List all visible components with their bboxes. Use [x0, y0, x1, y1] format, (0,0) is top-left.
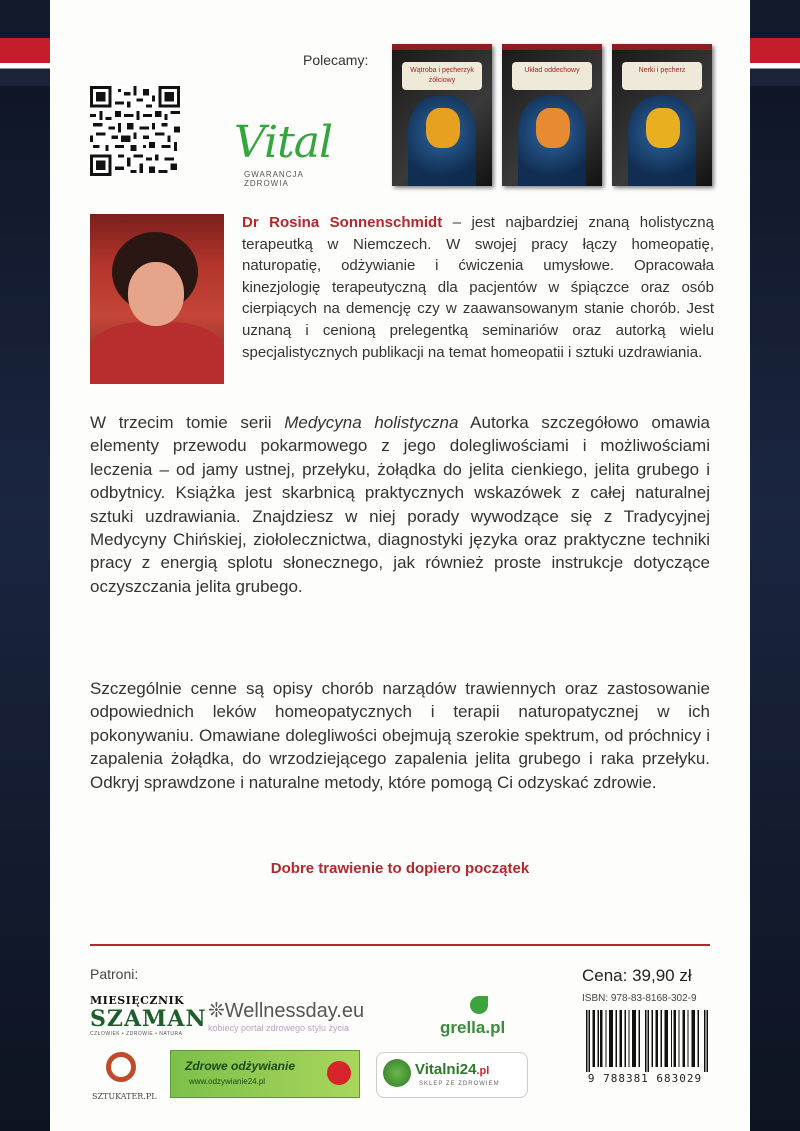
- price: Cena: 39,90 zł: [582, 966, 692, 985]
- divider: [90, 944, 710, 946]
- book-title: Wątroba i pęcherzyk żółciowy: [402, 62, 482, 90]
- book-title: Nerki i pęcherz: [622, 62, 702, 90]
- flower-icon: ❊: [208, 1000, 225, 1022]
- recommended-book: [392, 44, 492, 186]
- zdrowe-odzywianie-logo: Zdrowe odżywianie www.odzywianie24.pl: [170, 1050, 360, 1098]
- right-edge-decor: [750, 86, 800, 1131]
- vitalni24-logo: Vitalni24.pl SKLEP ZE ZDROWIEM: [376, 1052, 528, 1098]
- leaf-icon: [470, 996, 488, 1014]
- series-name: Medycyna holistyczna: [284, 413, 459, 432]
- recommended-books: [392, 44, 712, 182]
- isbn: ISBN: 978-83-8168-302-9: [582, 993, 697, 1004]
- grella-logo: grella.pl: [440, 996, 520, 1046]
- recommended-book: [502, 44, 602, 186]
- szaman-logo: MIESIĘCZNIK SZAMAN CZŁOWIEK • ZDROWIE • NATURA: [90, 994, 207, 1037]
- barcode: [580, 1010, 710, 1088]
- kidneys-icon: [646, 108, 680, 148]
- vitalni-emblem-icon: [383, 1059, 411, 1087]
- left-edge-decor: [0, 86, 50, 1131]
- sztukater-logo: SZTUKATER.PL: [92, 1052, 152, 1112]
- barcode-number: 9 788381 683029: [587, 1072, 703, 1085]
- wellnessday-logo: ❊Wellnessday.eu kobiecy portal zdrowego stylu życia: [208, 1000, 365, 1033]
- left-stripe-decor: [0, 38, 50, 86]
- spiral-icon: [106, 1052, 136, 1082]
- author-name: Dr Rosina Sonnenschmidt: [242, 214, 443, 231]
- barcode-bars: [586, 1010, 708, 1072]
- description-paragraph-2: Szczególnie cenne są opisy chorób narządów trawiennych oraz zastosowanie odpowiednich leków homeopatycznych i terapii naturopatycznej w ich pokonywaniu. Omawiane dolegliwości obejmują szerokie spektrum, od próchnicy i zapalenia żołądka, do wrzodziejącego zapalenia jelita grubego i raka przełyku. Odkryj sprawdzone i naturalne metody, które pomogą Ci odzyskać zdrowie.: [90, 679, 710, 792]
- right-stripe-decor: [750, 38, 800, 86]
- book-title: Układ oddechowy: [512, 62, 592, 90]
- patroni-label: Patroni:: [90, 966, 139, 982]
- author-bio: [242, 212, 714, 363]
- description-paragraph-1: W trzecim tomie serii Medycyna holistyczna Autorka szczegółowo omawia elementy przewodu pokarmowego z jego dolegliwościami i możliwościami leczenia – od jamy ustnej, przełyku, żołądka do jelita cienkiego, jelita grubego i odbytnicy. Książka jest skarbnicą praktycznych wskazówek z całej naturalnej sztuki uzdrawiania. Znajdziesz w niej porady wywodzące się z Tradycyjnej Medycyny Chińskiej, ziołolecznictwa, diagnostyki języka oraz praktyczne techniki pracy z energią splotu słonecznego, jak również proste instrukcje dotyczące oczyszczania jelita grubego.: [90, 413, 710, 596]
- recommended-book: [612, 44, 712, 186]
- vital-logo-text: Vital: [234, 117, 333, 168]
- book-back-cover: [50, 0, 750, 1131]
- vital-tagline: GWARANCJA ZDROWIA: [244, 170, 304, 188]
- apple-icon: [327, 1061, 351, 1085]
- vital-logo: [210, 117, 350, 188]
- author-photo: [90, 214, 224, 384]
- author-bio-text: – jest najbardziej znaną holistyczną terapeutką w Niemczech. W swojej pracy łączy homeopatię, naturopatię, odżywianie i ćwiczenia umysłowe. Opracowała kinezjologię terapeutyczną dla pacjentów w śpiączce oraz osób cierpiących na demencję czy w zaawansowanym stanie chorób. Jest uznaną i cenioną prelegentką seminariów oraz autorką wielu specjalistycznych publikacji na temat homeopatii i sztuki uzdrawiania.: [242, 214, 714, 361]
- lungs-icon: [536, 108, 570, 148]
- polecamy-label: Polecamy:: [303, 52, 369, 68]
- liver-icon: [426, 108, 460, 148]
- qr-code: [90, 86, 180, 176]
- tagline: Dobre trawienie to dopiero początek: [270, 860, 530, 877]
